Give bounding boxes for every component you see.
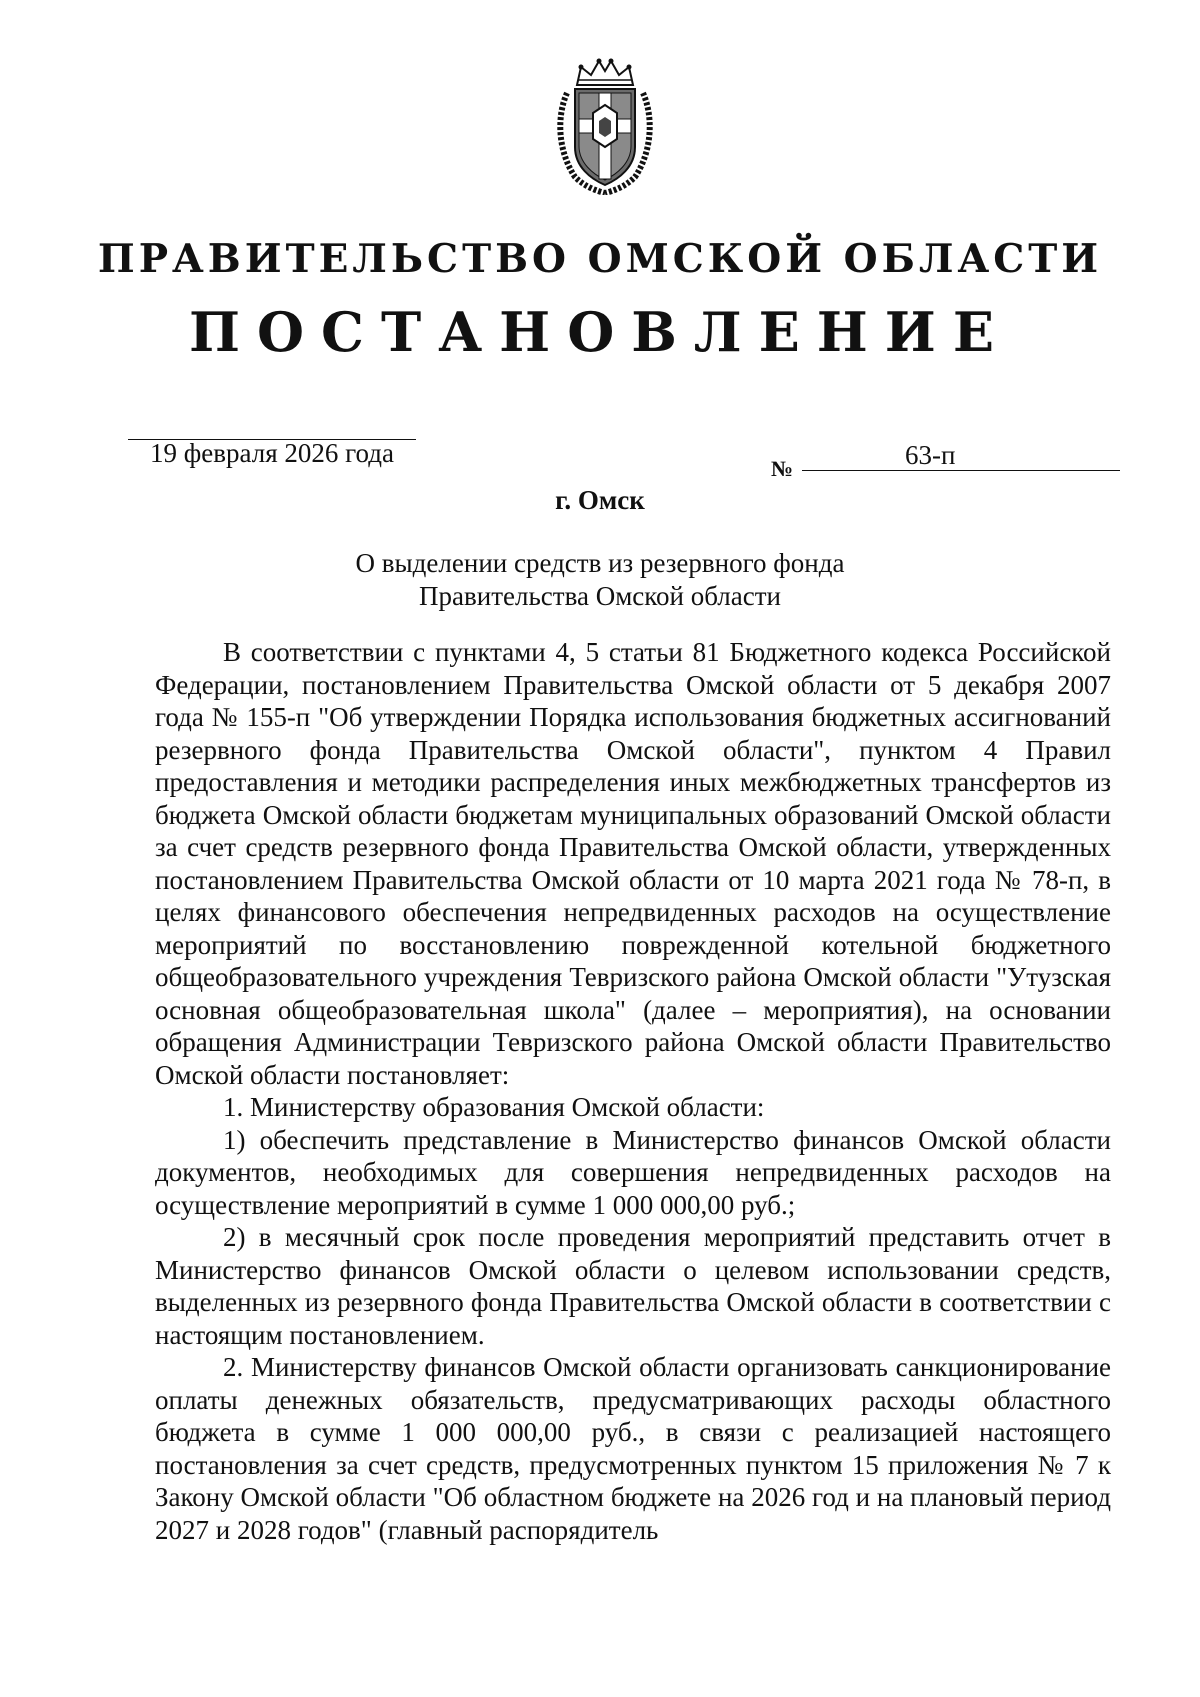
subject-line: Правительства Омской области [419, 581, 781, 611]
government-name: ПРАВИТЕЛЬСТВО ОМСКОЙ ОБЛАСТИ [97, 236, 1103, 282]
document-number: 63-п [905, 440, 956, 470]
document-type: ПОСТАНОВЛЕНИЕ [189, 300, 1011, 364]
document-date: 19 февраля 2026 года [150, 438, 394, 468]
document-body [155, 636, 1111, 1546]
subject-line: О выделении средств из резервного фонда [355, 548, 845, 578]
coat-of-arms-icon [555, 55, 655, 195]
document-subject [0, 547, 1200, 613]
body-paragraph: 1. Министерству образования Омской области: [223, 1092, 765, 1122]
body-paragraph: В соответствии с пунктами 4, 5 статьи 81 Бюджетного кодекса Российской Федерации, постановлением Правительства Омской области от 5 декабря 2007 года № 155-п "Об утверждении Порядка использования бюджетных ассигнований резервного фонда Правительства Омской области", пунктом 4 Правил предоставления и методики распределения иных межбюджетных трансфертов из бюджета Омской области бюджетам муниципальных образований Омской области за счет средств резервного фонда Правительства Омской области, утвержденных постановлением Правительства Омской области от 10 марта 2021 года № 78-п, в целях финансового обеспечения непредвиденных расходов на осуществление мероприятий по восстановлению поврежденной котельной бюджетного общеобразовательного учреждения Тевризского района Омской области "Утузская основная общеобразовательная школа" (далее – мероприятия), на основании обращения Администрации Тевризского района Омской области Правительство Омской области постановляет: [155, 637, 1111, 1090]
body-paragraph: 2) в месячный срок после проведения мероприятий представить отчет в Министерство финансов Омской области о целевом использовании средств, выделенных из резервного фонда Правительства Омской области в соответствии с настоящим постановлением. [155, 1222, 1111, 1350]
number-underline [802, 470, 1120, 471]
body-paragraph: 2. Министерству финансов Омской области организовать санкционирование оплаты денежных обязательств, предусматривающих расходы областного бюджета в сумме 1 000 000,00 руб., в связи с реализацией настоящего постановления за счет средств, предусмотренных пунктом 15 приложения № 7 к Закону Омской области "Об областном бюджете на 2026 год и на плановый период 2027 и 2028 годов" (главный распорядитель [155, 1352, 1111, 1545]
number-sign: № [771, 456, 794, 481]
body-paragraph: 1) обеспечить представление в Министерство финансов Омской области документов, необходимых для совершения непредвиденных расходов на осуществление мероприятий в сумме 1 000 000,00 руб.; [155, 1124, 1111, 1220]
city: г. Омск [555, 485, 645, 515]
